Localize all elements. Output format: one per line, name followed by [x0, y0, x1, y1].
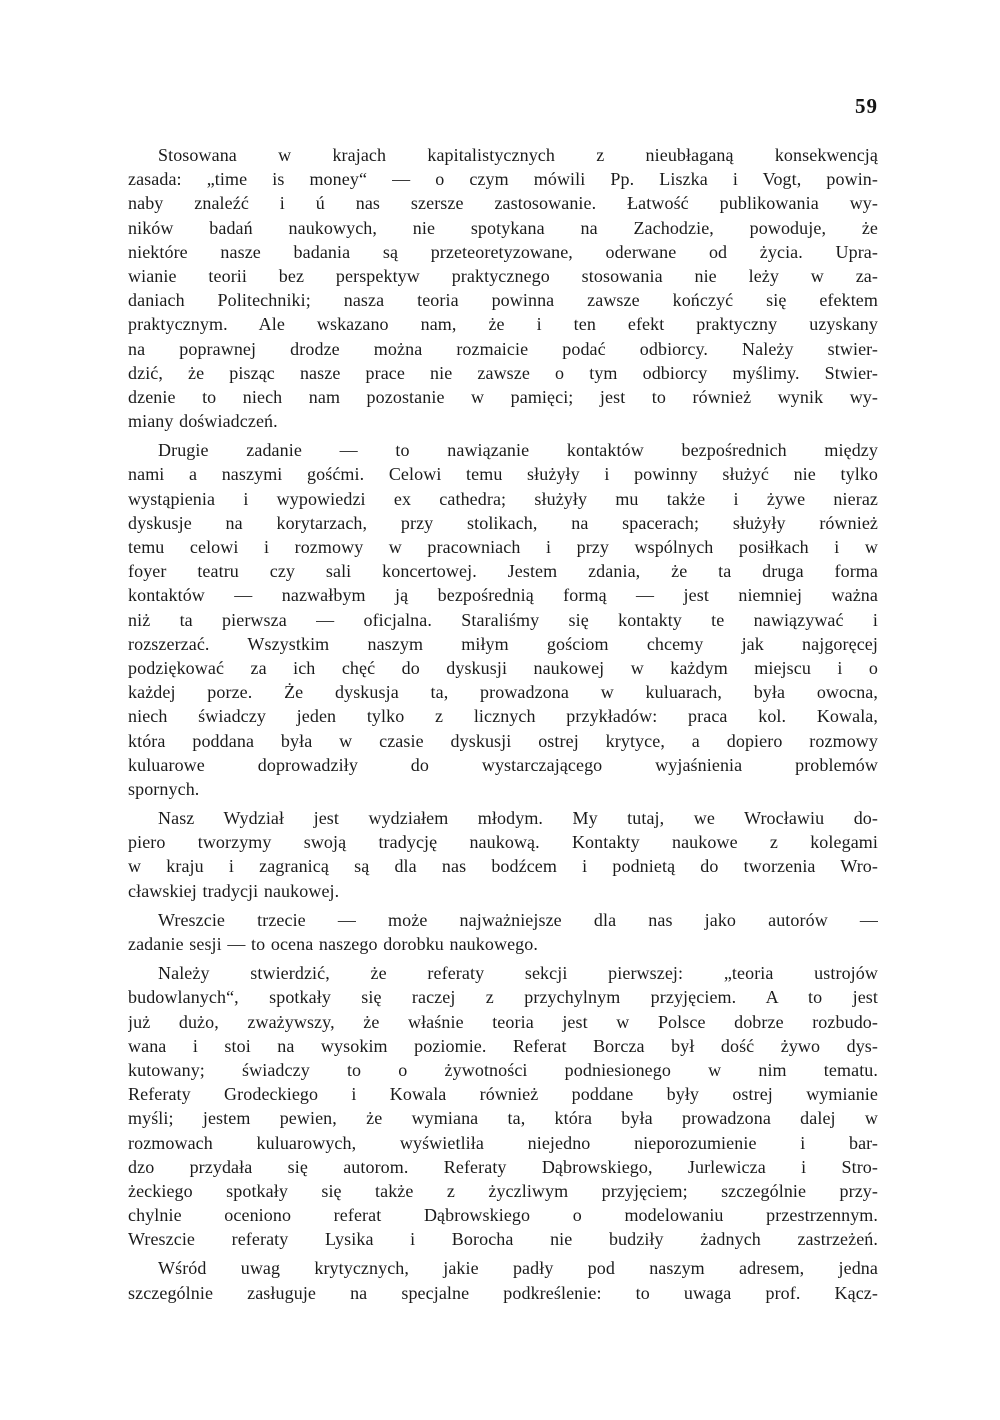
text-line: niektóre nasze badania są przeteoretyzowane, oderwane od życia. Upra- — [128, 241, 878, 262]
text-line: każdej porze. Że dyskusja ta, prowadzona w kuluarach, była owocna, — [128, 682, 878, 703]
text-line: spornych. — [128, 778, 200, 799]
text-line: Wreszcie trzecie — może najważniejsze dla nas jako autorów — — [158, 909, 878, 930]
text-line: budowlanych“, spotkały się raczej z przychylnym przyjęciem. A to jest — [128, 987, 878, 1008]
text-line: Wreszcie referaty Lysika i Borocha nie budziły żadnych zastrzeżeń. — [128, 1229, 878, 1250]
text-line: piero tworzymy swoją tradycję naukową. Kontakty naukowe z kolegami — [128, 832, 878, 853]
text-line: rozmowach kuluarowych, wyświetliła niejedno nieporozumienie i bar- — [128, 1132, 878, 1153]
text-line: Wśród uwag krytycznych, jakie padły pod naszym adresem, jedna — [158, 1258, 878, 1279]
text-line: w kraju i zagranicą są dla nas bodźcem i podnietą do tworzenia Wro- — [128, 856, 878, 877]
text-line: Referaty Grodeckiego i Kowala również poddane były ostrej wymianie — [128, 1084, 878, 1105]
text-line: Stosowana w krajach kapitalistycznych z nieubłaganą konsekwencją — [158, 145, 878, 165]
text-line: rozszerzać. Wszystkim naszym miłym gościom chcemy jak najgoręcej — [128, 633, 878, 654]
text-line: cławskiej tradycji naukowej. — [128, 880, 340, 901]
text-line: Nasz Wydział jest wydziałem młodym. My tutaj, we Wrocławiu do- — [158, 808, 878, 829]
text-line: dzenie to niech nam pozostanie w pamięci; jest to również wynik wy- — [128, 386, 878, 407]
text-line: która poddana była w czasie dyskusji ostrej krytyce, a dopiero rozmowy — [128, 730, 878, 751]
paragraph — [128, 438, 878, 801]
text-line: dzo przydała się autorom. Referaty Dąbrowskiego, Jurlewicza i Stro- — [128, 1156, 878, 1177]
text-line: Drugie zadanie — to nawiązanie kontaktów bezpośrednich między — [158, 440, 878, 461]
text-line: miany doświadczeń. — [128, 411, 278, 432]
paragraph — [128, 143, 878, 433]
text-line: niech świadczy jeden tylko z licznych przykładów: praca kol. Kowala, — [128, 706, 878, 727]
text-line: praktycznym. Ale wskazano nam, że i ten efekt praktyczny uzyskany — [128, 314, 878, 335]
text-line: kontaktów — nazwałbym ją bezpośrednią formą — jest niemniej ważna — [128, 585, 878, 606]
text-line: chylnie oceniono referat Dąbrowskiego o modelowaniu przestrzennym. — [128, 1205, 878, 1226]
text-line: nami a naszymi gośćmi. Celowi temu służyły i powinny służyć nie tylko — [128, 464, 878, 485]
text-line: na poprawnej drodze można rozmaicie podać odbiorcy. Należy stwier- — [128, 338, 878, 359]
text-line: dzić, że pisząc nasze prace nie zawsze o tym odbiorcy myślimy. Stwier- — [128, 362, 878, 383]
text-line: ników badań naukowych, nie spotykana na Zachodzie, powoduje, że — [128, 217, 878, 238]
text-line: wystąpienia i wypowiedzi ex cathedra; służyły mu także i żywe nieraz — [128, 488, 878, 509]
text-line: naby znaleźć i ú nas szersze zastosowanie. Łatwość publikowania wy- — [128, 193, 878, 214]
text-line: żeckiego spotkały się także z życzliwym przyjęciem; szczególnie przy- — [128, 1180, 878, 1201]
text-line: niż ta pierwsza — oficjalna. Staraliśmy się kontakty te nawiązywać i — [128, 609, 878, 630]
text-line: wianie teorii bez perspektyw praktycznego stosowania nie leży w za- — [128, 265, 878, 286]
page-number: 59 — [855, 94, 878, 118]
paragraph — [128, 961, 878, 1251]
text-line: kuluarowe doprowadziły do wystarczającego wyjaśnienia problemów — [128, 754, 878, 775]
paragraph — [128, 806, 878, 903]
text-line: zadanie sesji — to ocena naszego dorobku naukowego. — [128, 934, 538, 954]
text-line: temu celowi i rozmowy w pracowniach i przy wspólnych posiłkach i w — [128, 537, 878, 557]
text-line: podziękować za ich chęć do dyskusji naukowej w każdym miejscu i o — [128, 657, 878, 678]
text-line: wana i stoi na wysokim poziomie. Referat Borcza był dość żywo dys- — [128, 1035, 878, 1056]
paragraph — [128, 908, 878, 956]
text-line: dyskusje na korytarzach, przy stolikach, na spacerach; służyły również — [128, 512, 878, 533]
text-line: już dużo, zważywszy, że właśnie teoria jest w Polsce dobrze rozbudo- — [128, 1011, 878, 1032]
text-line: foyer teatru czy sali koncertowej. Jestem zdania, że ta druga forma — [128, 561, 878, 582]
text-line: daniach Politechniki; nasza teoria powinna zawsze kończyć się efektem — [128, 290, 878, 311]
text-line: zasada: „time is money“ — o czym mówili Pp. Liszka i Vogt, powin- — [128, 169, 878, 190]
text-line: szczególnie zasługuje na specjalne podkreślenie: to uwaga prof. Kącz- — [128, 1282, 878, 1303]
text-line: Należy stwierdzić, że referaty sekcji pierwszej: „teoria ustrojów — [158, 963, 878, 984]
text-line: kutowany; świadczy to o żywotności podniesionego w nim tematu. — [128, 1059, 878, 1080]
text-line: myśli; jestem pewien, że wymiana ta, która była prowadzona dalej w — [128, 1108, 878, 1129]
paragraph — [128, 1256, 878, 1304]
text-block — [128, 143, 878, 1305]
